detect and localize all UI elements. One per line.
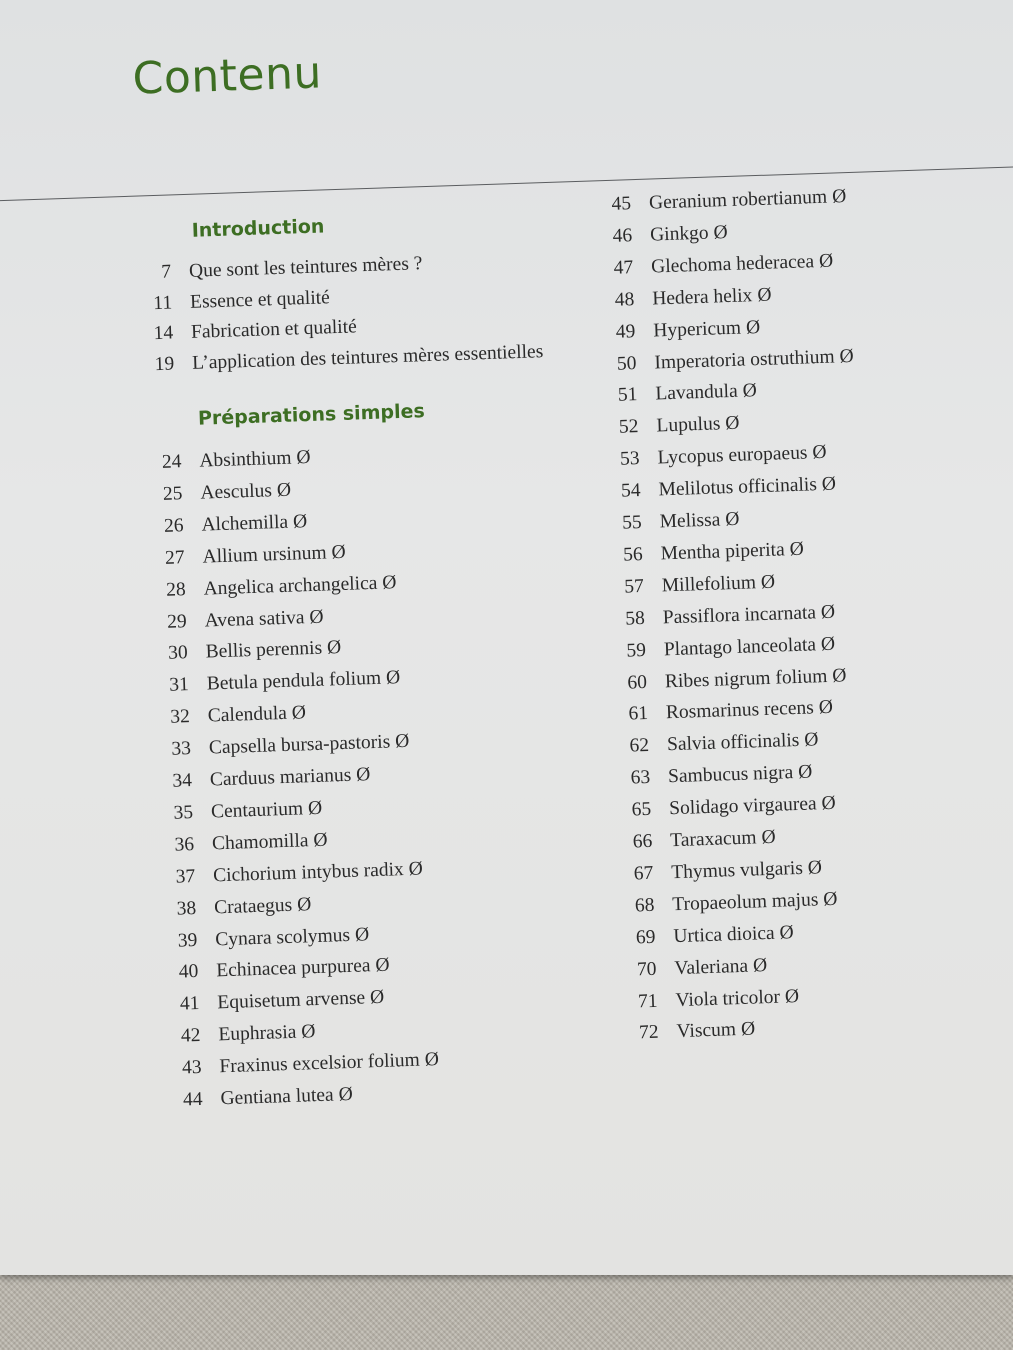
mother-tincture-mark: Ø bbox=[760, 571, 776, 593]
mother-tincture-mark: Ø bbox=[812, 442, 827, 464]
toc-entry-label: Millefolium bbox=[661, 572, 757, 597]
section-heading-introduction: Introduction bbox=[191, 215, 325, 242]
toc-entry-page-number: 32 bbox=[170, 706, 191, 728]
toc-entry bbox=[607, 504, 740, 540]
toc-entry-label: Echinacea purpurea bbox=[215, 955, 371, 982]
toc-entry-label: Gentiana lutea bbox=[220, 1084, 334, 1110]
toc-entry-page-number: 55 bbox=[621, 512, 643, 534]
toc-entry-label: Euphrasia bbox=[218, 1021, 297, 1046]
toc-entry bbox=[603, 376, 757, 413]
toc-entry-label: Que sont les teintures mères ? bbox=[188, 253, 423, 282]
toc-entry-label: Lavandula bbox=[655, 381, 739, 405]
toc-entry-page-number: 24 bbox=[161, 451, 182, 473]
toc-entry-label: Absinthium bbox=[199, 447, 292, 472]
toc-entry-label: Carduus marianus bbox=[209, 764, 352, 791]
toc-entry-page-number: 53 bbox=[619, 448, 640, 470]
mother-tincture-mark: Ø bbox=[818, 250, 834, 272]
toc-entry-label: Melilotus officinalis bbox=[658, 474, 818, 501]
toc-entry-label: Cichorium intybus radix bbox=[212, 858, 405, 887]
mother-tincture-mark: Ø bbox=[375, 955, 390, 977]
toc-entry bbox=[166, 1016, 316, 1053]
toc-entry-page-number: 42 bbox=[180, 1025, 201, 1047]
mother-tincture-mark: Ø bbox=[713, 221, 729, 244]
toc-entry-page-number: 41 bbox=[179, 993, 200, 1015]
toc-entry-page-number: 57 bbox=[623, 575, 645, 598]
toc-entry bbox=[168, 1079, 353, 1117]
toc-entry-label: Glechoma hederacea bbox=[650, 250, 815, 278]
toc-entry-page-number: 47 bbox=[613, 256, 634, 279]
toc-entry-label: Hypericum bbox=[652, 317, 742, 342]
mother-tincture-mark: Ø bbox=[385, 667, 401, 689]
toc-entry-page-number: 60 bbox=[627, 671, 648, 694]
toc-entry-label: Centaurium bbox=[210, 798, 304, 823]
toc-entry bbox=[623, 981, 799, 1019]
toc-entry bbox=[154, 662, 400, 702]
toc-entry-page-number: 36 bbox=[174, 833, 195, 856]
mother-tincture-mark: Ø bbox=[752, 954, 768, 977]
mother-tincture-mark: Ø bbox=[823, 888, 838, 910]
toc-entry-page-number: 61 bbox=[628, 703, 649, 725]
toc-entry-label: Essence et qualité bbox=[189, 286, 331, 313]
mother-tincture-mark: Ø bbox=[820, 601, 836, 623]
toc-entry-label: Solidago virgaurea bbox=[668, 793, 817, 820]
toc-entry-label: Sambucus nigra bbox=[667, 762, 794, 788]
toc-entry-page-number: 37 bbox=[175, 865, 196, 888]
toc-entry-label: Viscum bbox=[676, 1019, 737, 1043]
mother-tincture-mark: Ø bbox=[276, 479, 292, 501]
mother-tincture-mark: Ø bbox=[326, 637, 342, 659]
mother-tincture-mark: Ø bbox=[424, 1049, 440, 1071]
toc-entry-page-number: 72 bbox=[638, 1022, 659, 1044]
toc-entry-page-number: 46 bbox=[612, 225, 633, 247]
toc-entry-page-number: 19 bbox=[154, 352, 175, 375]
mother-tincture-mark: Ø bbox=[296, 893, 312, 916]
mother-tincture-mark: Ø bbox=[338, 1083, 354, 1106]
toc-entry bbox=[149, 506, 308, 543]
mother-tincture-mark: Ø bbox=[831, 186, 847, 208]
toc-entry-page-number: 50 bbox=[616, 352, 637, 375]
toc-entry bbox=[165, 982, 385, 1021]
toc-entry-label: Thymus vulgaris bbox=[670, 857, 804, 884]
mother-tincture-mark: Ø bbox=[394, 730, 410, 753]
toc-entry bbox=[599, 245, 834, 285]
toc-entry-page-number: 62 bbox=[629, 735, 650, 757]
mother-tincture-mark: Ø bbox=[742, 380, 758, 402]
toc-entry-page-number: 27 bbox=[164, 546, 185, 569]
mother-tincture-mark: Ø bbox=[789, 538, 805, 561]
mother-tincture-mark: Ø bbox=[807, 857, 823, 879]
mother-tincture-mark: Ø bbox=[740, 1018, 756, 1041]
toc-entry-page-number: 44 bbox=[182, 1088, 203, 1111]
toc-entry-page-number: 70 bbox=[636, 958, 657, 981]
toc-entry bbox=[624, 1014, 756, 1050]
toc-entry-page-number: 69 bbox=[635, 926, 656, 949]
toc-entry-label: Capsella bursa-pastoris bbox=[208, 731, 391, 759]
toc-entry-label: Crataegus bbox=[213, 894, 293, 918]
toc-entry-page-number: 40 bbox=[178, 961, 199, 983]
mother-tincture-mark: Ø bbox=[724, 508, 740, 531]
toc-entry-page-number: 67 bbox=[633, 862, 654, 885]
toc-entry bbox=[621, 917, 794, 955]
mother-tincture-mark: Ø bbox=[309, 606, 324, 628]
toc-entry-label: Equisetum arvense bbox=[217, 987, 366, 1014]
toc-entry-label: Allium ursinum bbox=[202, 542, 327, 568]
toc-entry bbox=[604, 408, 740, 444]
page-title: Contenu bbox=[131, 47, 323, 105]
toc-entry-page-number: 43 bbox=[181, 1057, 202, 1079]
mother-tincture-mark: Ø bbox=[821, 792, 837, 815]
toc-entry-label: Fabrication et qualité bbox=[190, 316, 358, 343]
toc-entry-label: Plantago lanceolata bbox=[663, 633, 817, 660]
toc-entry-page-number: 31 bbox=[168, 674, 190, 697]
toc-entry-page-number: 56 bbox=[622, 543, 644, 566]
mother-tincture-mark: Ø bbox=[803, 729, 819, 752]
mother-tincture-mark: Ø bbox=[369, 987, 385, 1009]
toc-entry-label: Calendula bbox=[207, 703, 288, 727]
toc-entry bbox=[622, 950, 768, 987]
mother-tincture-mark: Ø bbox=[779, 921, 795, 944]
toc-entry-label: Chamomilla bbox=[211, 830, 309, 855]
toc-entry-page-number: 34 bbox=[172, 770, 193, 792]
mother-tincture-mark: Ø bbox=[313, 829, 328, 851]
mother-tincture-mark: Ø bbox=[408, 858, 424, 880]
toc-entry-label: Salvia officinalis bbox=[666, 730, 800, 756]
toc-entry bbox=[608, 534, 804, 572]
toc-entry-label: L’application des teintures mères essentielles bbox=[191, 340, 544, 374]
toc-entry-label: Fraxinus excelsior folium bbox=[219, 1049, 421, 1078]
toc-entry bbox=[597, 181, 847, 221]
toc-entry-label: Angelica archangelica bbox=[203, 572, 378, 600]
toc-entry bbox=[157, 759, 370, 798]
mother-tincture-mark: Ø bbox=[832, 664, 847, 687]
toc-entry bbox=[598, 217, 729, 253]
toc-entry-label: Tropaeolum majus bbox=[672, 889, 819, 915]
section-heading-preparations-simples: Préparations simples bbox=[197, 400, 426, 430]
toc-entry-label: Lupulus bbox=[656, 413, 721, 437]
toc-entry-label: Imperatoria ostruthium bbox=[654, 346, 835, 373]
mother-tincture-mark: Ø bbox=[821, 473, 837, 496]
toc-entry-page-number: 28 bbox=[165, 578, 186, 601]
mother-tincture-mark: Ø bbox=[292, 510, 308, 533]
toc-entry-page-number: 66 bbox=[632, 830, 653, 853]
toc-entry-label: Avena sativa bbox=[204, 606, 305, 632]
toc-entry-page-number: 39 bbox=[177, 929, 198, 952]
toc-entry bbox=[162, 889, 312, 926]
mother-tincture-mark: Ø bbox=[307, 797, 323, 820]
header-rule bbox=[0, 165, 1013, 201]
toc-entry-page-number: 71 bbox=[637, 990, 658, 1012]
toc-entry-page-number: 54 bbox=[620, 480, 641, 502]
toc-entry-page-number: 7 bbox=[161, 261, 172, 283]
toc-entry-page-number: 26 bbox=[163, 515, 184, 537]
toc-entry-label: Ribes nigrum folium bbox=[664, 665, 828, 692]
toc-entry-page-number: 49 bbox=[615, 320, 636, 343]
toc-entry bbox=[620, 884, 838, 923]
toc-entry-page-number: 25 bbox=[162, 483, 183, 505]
mother-tincture-mark: Ø bbox=[818, 697, 834, 719]
toc-entry-label: Passiflora incarnata bbox=[662, 601, 817, 629]
mother-tincture-mark: Ø bbox=[757, 284, 772, 306]
toc-entry-label: Mentha piperita bbox=[660, 539, 786, 565]
mother-tincture-mark: Ø bbox=[797, 761, 813, 784]
toc-entry bbox=[151, 567, 397, 607]
mother-tincture-mark: Ø bbox=[745, 316, 761, 339]
mother-tincture-mark: Ø bbox=[725, 413, 740, 435]
toc-entry-label: Hedera helix bbox=[651, 284, 753, 310]
toc-entry-page-number: 35 bbox=[173, 801, 194, 824]
mother-tincture-mark: Ø bbox=[784, 985, 800, 1008]
toc-entry-page-number: 30 bbox=[167, 642, 189, 665]
toc-entry bbox=[148, 475, 292, 512]
toc-entry-label: Alchemilla bbox=[201, 511, 289, 536]
toc-entry-label: Urtica dioica bbox=[673, 922, 775, 947]
toc-entry-page-number: 38 bbox=[176, 897, 197, 920]
toc-entry-page-number: 48 bbox=[614, 288, 635, 311]
mother-tincture-mark: Ø bbox=[761, 826, 776, 849]
toc-entry-label: Rosmarinus recens bbox=[665, 697, 815, 724]
toc-entry-page-number: 51 bbox=[617, 384, 638, 407]
mother-tincture-mark: Ø bbox=[291, 702, 307, 724]
toc-entry-label: Lycopus europaeus bbox=[657, 442, 808, 469]
toc-entry-page-number: 65 bbox=[631, 798, 652, 821]
toc-entry-label: Taraxacum bbox=[669, 827, 757, 852]
toc-entry-label: Cynara scolymus bbox=[214, 924, 351, 950]
toc-entry bbox=[617, 788, 837, 827]
toc-entry-page-number: 33 bbox=[171, 738, 192, 760]
toc-entry-label: Melissa bbox=[659, 509, 721, 533]
mother-tincture-mark: Ø bbox=[331, 541, 346, 563]
mother-tincture-mark: Ø bbox=[354, 923, 370, 946]
toc-entry-page-number: 29 bbox=[166, 610, 188, 633]
toc-entry bbox=[606, 469, 836, 509]
mother-tincture-mark: Ø bbox=[839, 345, 855, 367]
toc-entry-page-number: 52 bbox=[618, 416, 639, 439]
toc-entry-label: Aesculus bbox=[200, 480, 273, 504]
mother-tincture-mark: Ø bbox=[355, 764, 371, 786]
toc-entry-page-number: 63 bbox=[630, 767, 651, 789]
toc-entry-page-number: 11 bbox=[153, 291, 173, 314]
mother-tincture-mark: Ø bbox=[296, 446, 311, 469]
mother-tincture-mark: Ø bbox=[820, 633, 836, 655]
toc-entry-page-number: 59 bbox=[626, 639, 647, 662]
toc-entry-page-number: 58 bbox=[625, 607, 646, 630]
toc-entry-page-number: 68 bbox=[634, 894, 655, 917]
toc-entry-label: Viola tricolor bbox=[675, 986, 781, 1011]
toc-entry bbox=[155, 697, 306, 734]
toc-entry-label: Valeriana bbox=[674, 955, 749, 979]
toc-entry-label: Geranium robertianum bbox=[648, 186, 828, 214]
toc-entry-label: Betula pendula folium bbox=[206, 668, 382, 695]
mother-tincture-mark: Ø bbox=[301, 1021, 316, 1043]
mother-tincture-mark: Ø bbox=[381, 571, 397, 594]
toc-entry-page-number: 45 bbox=[611, 193, 632, 215]
toc-entry-label: Bellis perennis bbox=[205, 638, 323, 663]
toc-entry-page-number: 14 bbox=[153, 322, 174, 345]
toc-entry-label: Ginkgo bbox=[649, 222, 709, 246]
toc-entry bbox=[618, 822, 776, 859]
